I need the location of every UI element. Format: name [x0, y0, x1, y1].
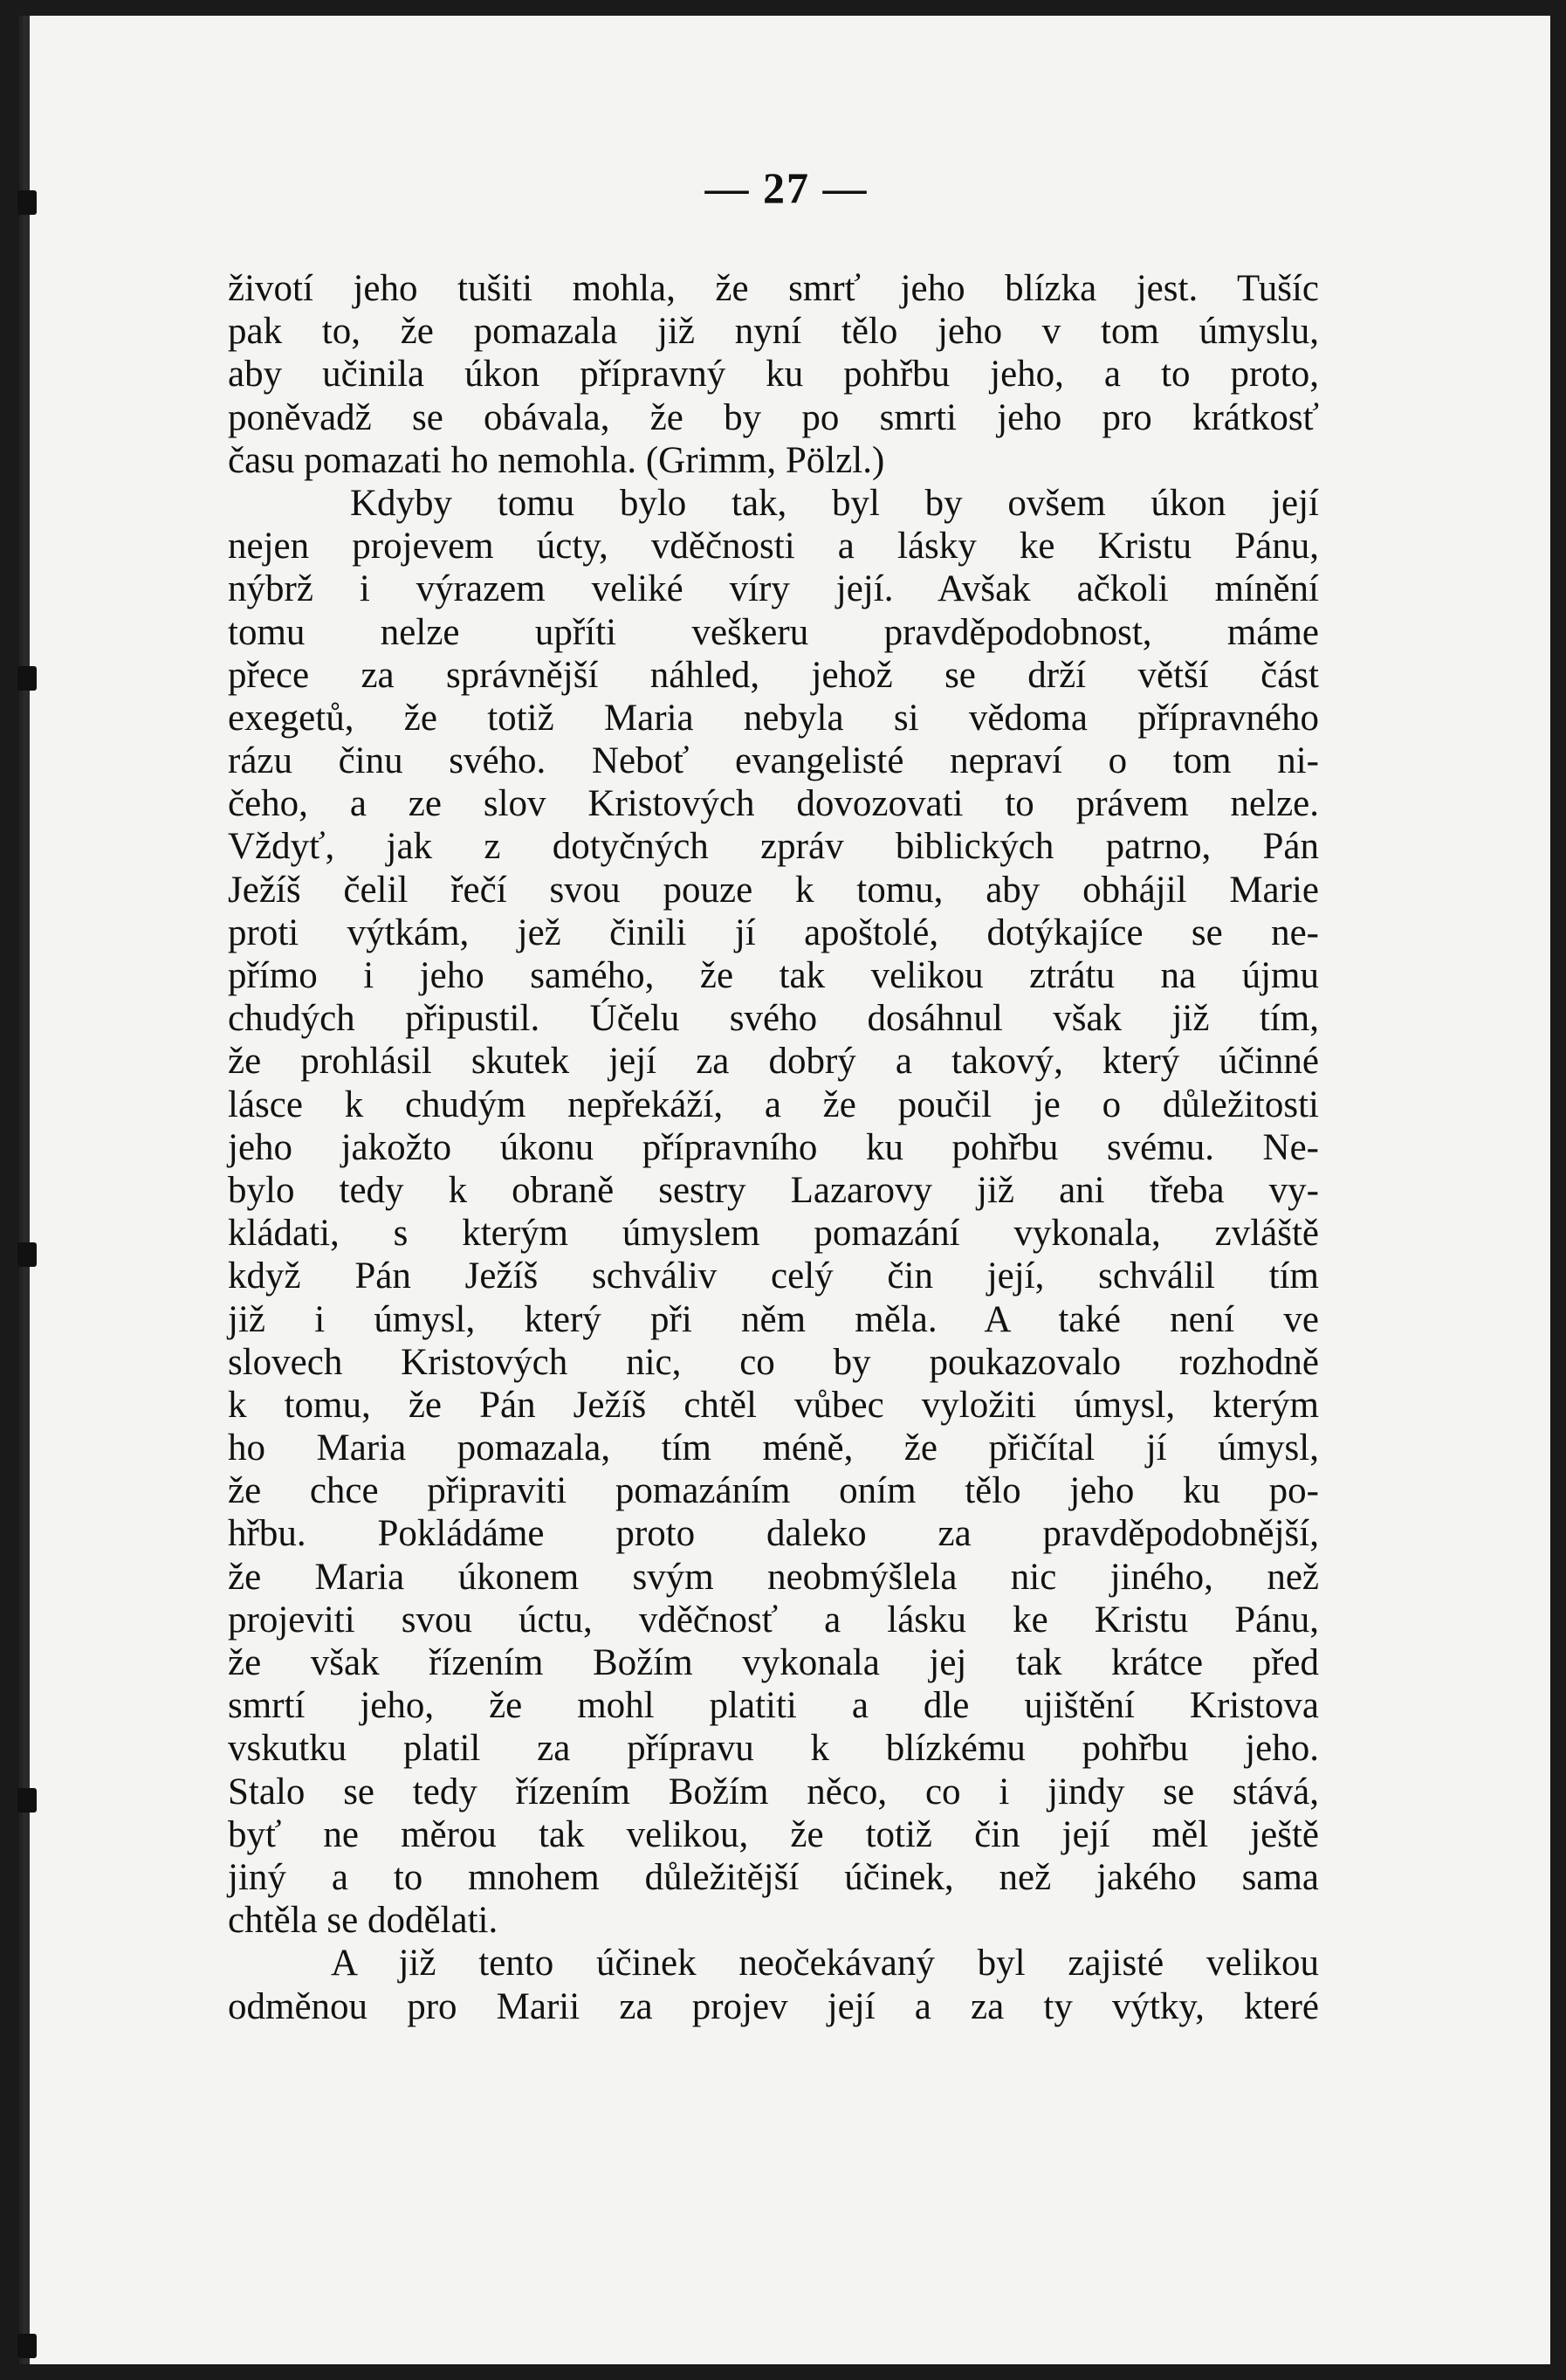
binding-mark: [17, 1788, 37, 1813]
text-line: kládati, s kterým úmyslem pomazání vykonala, zvláště: [228, 1213, 1319, 1255]
book-page: [19, 16, 1550, 2364]
text-line: Stalo se tedy řízením Božím něco, co i jindy se stává,: [228, 1771, 1319, 1813]
text-line: aby učinila úkon přípravný ku pohřbu jeho, a to proto,: [228, 354, 1319, 396]
text-line: tomu nelze upříti veškeru pravděpodobnost, máme: [228, 611, 1319, 653]
text-line: chtěla se dodělati.: [228, 1900, 498, 1942]
text-line: odměnou pro Marii za projev její a za ty výtky, které: [228, 1985, 1319, 2027]
text-line: že Maria úkonem svým neobmýšlela nic jiného, než: [228, 1556, 1319, 1598]
text-line: jiný a to mnohem důležitější účinek, než jakého sama: [228, 1856, 1319, 1898]
text-line: že chce připraviti pomazáním oním tělo jeho ku po-: [228, 1470, 1319, 1512]
text-line: smrtí jeho, že mohl platiti a dle ujištění Kristova: [228, 1685, 1319, 1727]
text-line: času pomazati ho nemohla. (Grimm, Pölzl.): [228, 439, 885, 481]
body-text: [228, 267, 1319, 2028]
text-line: jeho jakožto úkonu přípravního ku pohřbu svému. Ne-: [228, 1126, 1319, 1168]
text-line: poněvadž se obávala, že by po smrti jeho pro krátkosť: [228, 396, 1319, 438]
text-line: nýbrž i výrazem veliké víry její. Avšak ačkoli mínění: [228, 568, 1319, 610]
text-line: bylo tedy k obraně sestry Lazarovy již ani třeba vy-: [228, 1169, 1319, 1211]
text-line: Ježíš čelil řečí svou pouze k tomu, aby obhájil Marie: [228, 869, 1319, 911]
text-line: A již tento účinek neočekávaný byl zajisté velikou: [331, 1943, 1319, 1984]
text-line: projeviti svou úctu, vděčnosť a lásku ke Kristu Pánu,: [228, 1599, 1319, 1641]
text-line: čeho, a ze slov Kristových dovozovati to právem nelze.: [228, 783, 1319, 825]
text-line: byť ne měrou tak velikou, že totiž čin její měl ještě: [228, 1813, 1319, 1855]
text-line: k tomu, že Pán Ježíš chtěl vůbec vyložiti úmysl, kterým: [228, 1384, 1319, 1426]
text-line: ho Maria pomazala, tím méně, že přičítal jí úmysl,: [228, 1427, 1319, 1469]
text-line: nejen projevem úcty, vděčnosti a lásky ke Kristu Pánu,: [228, 526, 1319, 567]
text-line: exegetů, že totiž Maria nebyla si vědoma přípravného: [228, 697, 1319, 739]
text-line: rázu činu svého. Neboť evangelisté nepraví o tom ni-: [228, 740, 1319, 782]
text-line: chudých připustil. Účelu svého dosáhnul však již tím,: [228, 998, 1319, 1040]
text-line: přímo i jeho samého, že tak velikou ztrátu na újmu: [228, 955, 1319, 996]
text-line: Kdyby tomu bylo tak, byl by ovšem úkon její: [350, 482, 1319, 524]
page-number: — 27 —: [704, 163, 869, 212]
text-line: když Pán Ježíš schváliv celý čin její, schválil tím: [228, 1255, 1319, 1297]
text-line: přece za správnější náhled, jehož se drží větší část: [228, 654, 1319, 696]
text-line: Vždyť, jak z dotyčných zpráv biblických patrno, Pán: [228, 826, 1319, 868]
page-edge-shadow: [23, 16, 30, 2364]
text-line: lásce k chudým nepřekáží, a že poučil je o důležitosti: [228, 1083, 1319, 1125]
text-line: již i úmysl, který při něm měla. A také není ve: [228, 1298, 1319, 1340]
text-line: že však řízením Božím vykonala jej tak krátce před: [228, 1642, 1319, 1683]
text-line: životí jeho tušiti mohla, že smrť jeho blízka jest. Tušíc: [228, 268, 1319, 309]
text-line: slovech Kristových nic, co by poukazovalo rozhodně: [228, 1341, 1319, 1383]
text-line: pak to, že pomazala již nyní tělo jeho v tom úmyslu,: [228, 311, 1319, 353]
text-line: vskutku platil za přípravu k blízkému pohřbu jeho.: [228, 1728, 1319, 1770]
text-line: proti výtkám, jež činili jí apoštolé, dotýkajíce se ne-: [228, 911, 1319, 953]
binding-mark: [17, 666, 37, 691]
text-line: hřbu. Pokládáme proto daleko za pravděpodobnější,: [228, 1513, 1319, 1555]
binding-mark: [17, 1242, 37, 1267]
binding-mark: [17, 2334, 37, 2358]
text-line: že prohlásil skutek její za dobrý a takový, který účinné: [228, 1041, 1319, 1083]
